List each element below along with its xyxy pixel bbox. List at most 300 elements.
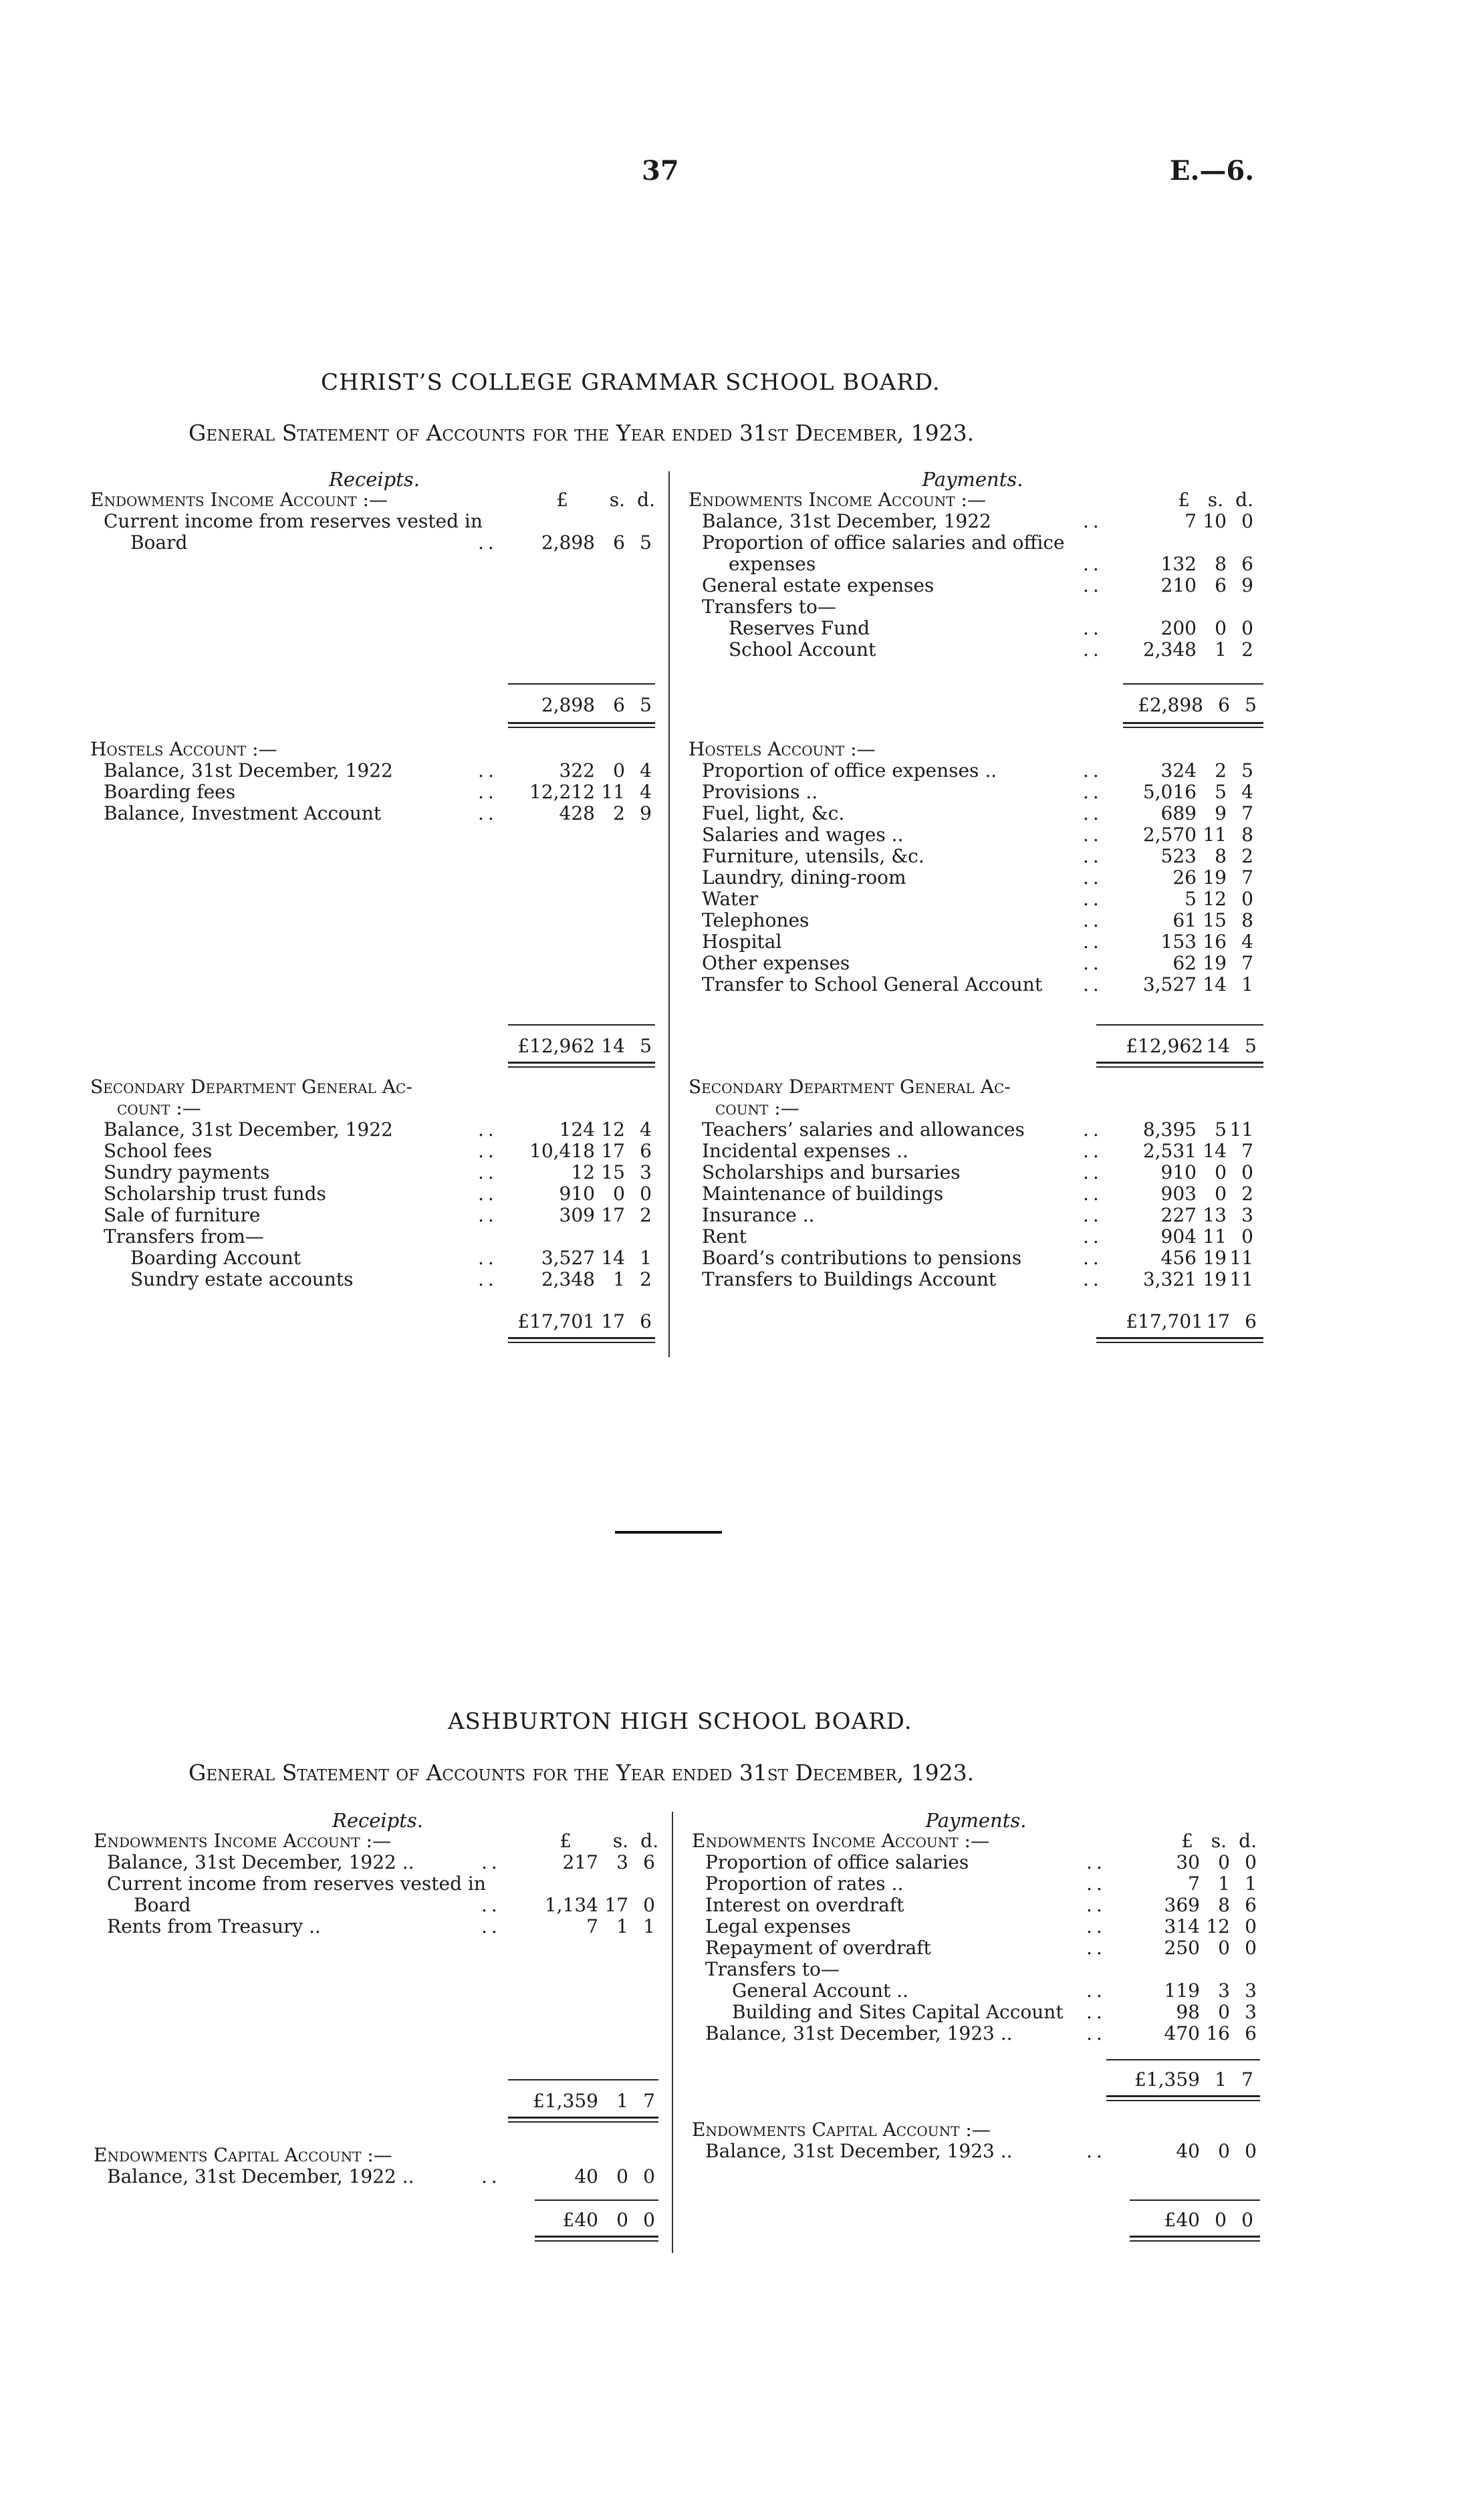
receipts-capital <box>94 2145 662 2187</box>
account-line <box>90 1183 658 1205</box>
amount-pounds: 26 <box>1172 866 1197 888</box>
leader-dots: .. <box>1083 1247 1103 1269</box>
leader-dots: .. <box>478 1183 498 1205</box>
line-label: Balance, Investment Account <box>104 802 382 824</box>
account-line <box>689 953 1257 974</box>
line-label: Scholarships and bursaries <box>702 1161 961 1183</box>
amount-pence: 1 <box>640 1247 652 1269</box>
amount-shillings: 0 <box>1215 1183 1227 1205</box>
account-line <box>692 2023 1260 2044</box>
line-label: Building and Sites Capital Account <box>732 2001 1064 2023</box>
account-line <box>692 1937 1260 1959</box>
account-line <box>692 1980 1260 2002</box>
line-label: Balance, 31st December, 1922 .. <box>107 2165 414 2187</box>
payments-hostels-total <box>1096 1035 1263 1056</box>
pence-header: d. <box>1239 1830 1257 1852</box>
payments-capital <box>692 2119 1260 2162</box>
total-pounds: £1,359 <box>533 2090 598 2112</box>
total-pounds: £12,962 <box>1126 1035 1203 1057</box>
amount-pounds: 3,321 <box>1142 1268 1197 1290</box>
line-label: Current income from reserves vested in <box>107 1873 486 1895</box>
line-label: Board’s contributions to pensions <box>702 1247 1022 1269</box>
account-line <box>90 1226 658 1247</box>
amount-pounds: 322 <box>559 759 595 782</box>
column-divider <box>672 1812 673 2253</box>
amount-pounds: 12,212 <box>529 781 595 803</box>
total-pence: 0 <box>1241 2209 1253 2231</box>
amount-pounds: 2,898 <box>541 531 595 554</box>
account-line <box>692 1916 1260 1937</box>
hostels-heading: Hostels Account :— <box>689 738 876 760</box>
line-label: Maintenance of buildings <box>702 1183 944 1205</box>
leader-dots: .. <box>1083 781 1103 803</box>
receipts-hostels-total <box>495 1035 655 1056</box>
amount-pounds: 314 <box>1164 1915 1200 1937</box>
column-divider <box>668 471 670 1357</box>
account-line <box>689 511 1257 532</box>
line-label: Transfers to— <box>705 1958 840 1980</box>
amount-shillings: 13 <box>1203 1204 1227 1226</box>
line-label: Boarding Account <box>130 1247 301 1269</box>
amount-shillings: 15 <box>1203 909 1227 931</box>
total-shillings: 17 <box>1206 1310 1230 1332</box>
shilling-header: s. <box>609 489 625 511</box>
amount-pounds: 3,527 <box>541 1247 595 1269</box>
account-line <box>689 888 1257 910</box>
amount-shillings: 14 <box>1203 1140 1227 1162</box>
line-label: Legal expenses <box>705 1915 851 1937</box>
amount-shillings: 0 <box>1218 1937 1230 1959</box>
amount-shillings: 19 <box>1203 1268 1227 1290</box>
amount-pounds: 470 <box>1164 2022 1200 2044</box>
account-line <box>94 1873 662 1895</box>
amount-pounds: 2,531 <box>1142 1140 1197 1162</box>
amount-pounds: 2,570 <box>1142 824 1197 846</box>
account-line <box>689 1269 1257 1290</box>
payments-heading: Payments. <box>925 1809 1027 1832</box>
account-line <box>94 1852 662 1873</box>
account-line <box>689 974 1257 995</box>
amount-pence: 5 <box>640 531 652 554</box>
line-label: expenses <box>729 553 816 575</box>
account-line <box>90 532 658 554</box>
leader-dots: .. <box>1083 638 1103 661</box>
leader-dots: .. <box>478 802 498 824</box>
total-pence: 6 <box>1245 1310 1257 1332</box>
leader-dots: .. <box>1083 931 1103 953</box>
account-line <box>689 1205 1257 1226</box>
line-label: Balance, 31st December, 1922 <box>104 759 393 782</box>
amount-pence: 6 <box>640 1140 652 1162</box>
amount-pounds: 903 <box>1160 1183 1197 1205</box>
total-double-rule <box>535 2236 658 2242</box>
total-double-rule <box>1096 1337 1263 1343</box>
secondary-heading: Secondary Department General Ac- <box>689 1076 1011 1098</box>
subtotal-rule <box>535 2199 658 2201</box>
line-label: Transfer to School General Account <box>702 973 1043 995</box>
amount-pounds: 324 <box>1160 759 1197 782</box>
section2-payments <box>692 1809 1260 2044</box>
account-line <box>90 1119 658 1141</box>
amount-pounds: 250 <box>1164 1937 1200 1959</box>
total-pounds: £2,898 <box>1138 694 1203 716</box>
amount-shillings: 2 <box>1215 759 1227 782</box>
account-line <box>689 1226 1257 1247</box>
subtotal-rule <box>1123 683 1263 685</box>
leader-dots: .. <box>1083 952 1103 974</box>
receipts-endowments-list <box>90 511 658 554</box>
leader-dots: .. <box>478 781 498 803</box>
amount-shillings: 12 <box>1203 888 1227 910</box>
amount-pounds: 904 <box>1160 1225 1197 1247</box>
amount-shillings: 0 <box>1215 1161 1227 1183</box>
amount-pence: 0 <box>1241 1161 1253 1183</box>
account-line <box>692 2002 1260 2023</box>
total-pence: 5 <box>640 694 652 716</box>
amount-shillings: 17 <box>601 1204 625 1226</box>
total-pounds: £1,359 <box>1134 2068 1200 2091</box>
page-reference: E.—6. <box>1170 155 1255 187</box>
payments-hostels <box>689 739 1257 995</box>
amount-pounds: 153 <box>1160 931 1197 953</box>
leader-dots: .. <box>1083 553 1103 575</box>
total-double-rule <box>508 2117 658 2123</box>
pence-header: d. <box>1235 489 1253 511</box>
total-pence: 5 <box>1245 1035 1257 1057</box>
amount-shillings: 11 <box>601 781 625 803</box>
amount-pounds: 7 <box>1188 1873 1200 1895</box>
account-line <box>692 1852 1260 1873</box>
amount-pounds: 61 <box>1172 909 1197 931</box>
amount-shillings: 1 <box>1215 638 1227 661</box>
payments-secondary-list <box>689 1119 1257 1290</box>
amount-pounds: 3,527 <box>1142 973 1197 995</box>
amount-pence: 3 <box>1245 1980 1257 2002</box>
amount-pounds: 119 <box>1164 1980 1200 2002</box>
amount-pence: 3 <box>1245 2001 1257 2023</box>
subtotal-rule <box>508 683 655 685</box>
amount-pounds: 124 <box>559 1118 595 1141</box>
leader-dots: .. <box>478 1161 498 1183</box>
amount-shillings: 19 <box>1203 952 1227 974</box>
line-label: Sundry payments <box>104 1161 270 1183</box>
account-line <box>90 1269 658 1290</box>
subtotal-rule <box>1096 1024 1263 1026</box>
total-pence: 0 <box>643 2209 655 2231</box>
subtotal-rule <box>1130 2199 1260 2201</box>
receipts-endowments-heading-row <box>94 1830 662 1852</box>
line-label: Transfers to— <box>702 596 836 618</box>
section2-subtitle: General Statement of Accounts for the Year ended 31st December, 1923. <box>189 1760 975 1786</box>
total-shillings: 14 <box>601 1035 625 1057</box>
amount-shillings: 0 <box>613 1183 625 1205</box>
leader-dots: .. <box>1083 973 1103 995</box>
total-shillings: 6 <box>613 694 625 716</box>
total-pounds: £17,701 <box>517 1310 595 1332</box>
shilling-header: s. <box>1211 1830 1227 1852</box>
line-label: Laundry, dining-room <box>702 866 906 888</box>
total-double-rule <box>1096 1062 1263 1068</box>
section2-receipts <box>94 1809 662 1937</box>
amount-shillings: 14 <box>601 1247 625 1269</box>
amount-shillings: 0 <box>1215 617 1227 639</box>
account-line <box>689 803 1257 824</box>
line-label: Teachers’ salaries and allowances <box>702 1118 1025 1141</box>
receipts-endowments-total <box>508 2090 658 2111</box>
line-label: School fees <box>104 1140 213 1162</box>
amount-pounds: 62 <box>1172 952 1197 974</box>
line-label: Hospital <box>702 931 782 953</box>
secondary-heading-cont: count :— <box>715 1097 799 1119</box>
amount-pounds: 2,348 <box>1142 638 1197 661</box>
amount-shillings: 11 <box>1203 1225 1227 1247</box>
total-pence: 5 <box>640 1035 652 1057</box>
section1-receipts <box>90 468 658 600</box>
line-label: Balance, 31st December, 1922 .. <box>107 1851 414 1873</box>
line-label: Insurance .. <box>702 1204 815 1226</box>
amount-pence: 0 <box>1241 510 1253 532</box>
account-line <box>689 824 1257 846</box>
line-label: Scholarship trust funds <box>104 1183 326 1205</box>
account-line <box>689 596 1257 618</box>
amount-shillings: 0 <box>1218 2001 1230 2023</box>
payments-endowments-list <box>692 1852 1260 2044</box>
leader-dots: .. <box>1086 2022 1106 2044</box>
receipts-hostels-list <box>90 760 658 824</box>
amount-pence: 5 <box>1241 759 1253 782</box>
pence-header: d. <box>640 1830 658 1852</box>
leader-dots: .. <box>478 1204 498 1226</box>
amount-pence: 7 <box>1241 802 1253 824</box>
amount-pounds: 8,395 <box>1142 1118 1197 1141</box>
total-pence: 6 <box>640 1310 652 1332</box>
payments-heading: Payments. <box>922 468 1023 491</box>
payments-secondary-total <box>1096 1310 1263 1332</box>
amount-shillings: 9 <box>1215 802 1227 824</box>
amount-pence: 7 <box>1241 952 1253 974</box>
total-pence: 7 <box>1241 2068 1253 2091</box>
amount-pounds: 689 <box>1160 802 1197 824</box>
amount-shillings: 17 <box>601 1140 625 1162</box>
amount-pounds: 910 <box>559 1183 595 1205</box>
leader-dots: .. <box>478 1268 498 1290</box>
line-label: Fuel, light, &c. <box>702 802 845 824</box>
amount-pence: 0 <box>643 1894 655 1916</box>
total-double-rule <box>1106 2095 1260 2101</box>
amount-pence: 4 <box>640 1118 652 1141</box>
leader-dots: .. <box>1083 845 1103 867</box>
amount-pence: 0 <box>1241 1225 1253 1247</box>
subtotal-rule <box>508 1024 655 1026</box>
line-label: General Account .. <box>732 1980 908 2002</box>
receipts-heading: Receipts. <box>332 1809 423 1832</box>
amount-pence: 6 <box>1245 1894 1257 1916</box>
account-line <box>692 1959 1260 1980</box>
pound-header: £ <box>556 489 568 511</box>
page-number: 37 <box>642 155 679 187</box>
total-shillings: 0 <box>616 2209 628 2231</box>
amount-pence: 0 <box>1241 617 1253 639</box>
total-pounds: £17,701 <box>1126 1310 1203 1332</box>
line-label: Balance, 31st December, 1923 .. <box>705 2140 1013 2162</box>
account-line <box>689 867 1257 888</box>
amount-shillings: 12 <box>601 1118 625 1141</box>
amount-pounds: 40 <box>574 2165 598 2187</box>
account-line <box>689 931 1257 953</box>
total-pence: 5 <box>1245 694 1257 716</box>
leader-dots: .. <box>1086 1915 1106 1937</box>
leader-dots: .. <box>1083 1268 1103 1290</box>
account-line <box>94 1916 662 1937</box>
amount-pence: 4 <box>1241 931 1253 953</box>
amount-pounds: 98 <box>1176 2001 1200 2023</box>
amount-pounds: 7 <box>586 1915 598 1937</box>
receipts-heading: Receipts. <box>329 468 420 491</box>
account-line <box>90 1162 658 1183</box>
payments-endowments-total <box>1106 2068 1260 2090</box>
amount-pounds: 910 <box>1160 1161 1197 1183</box>
amount-pounds: 2,348 <box>541 1268 595 1290</box>
amount-pence: 1 <box>1241 973 1253 995</box>
line-label: Transfers to Buildings Account <box>702 1268 997 1290</box>
account-line <box>90 803 658 824</box>
account-line <box>689 846 1257 867</box>
leader-dots: .. <box>481 1894 501 1916</box>
line-label: Interest on overdraft <box>705 1894 904 1916</box>
amount-shillings: 6 <box>613 531 625 554</box>
total-pounds: 2,898 <box>541 694 595 716</box>
total-double-rule <box>1123 722 1263 728</box>
account-line <box>90 760 658 782</box>
line-label: Incidental expenses .. <box>702 1140 908 1162</box>
total-shillings: 1 <box>616 2090 628 2112</box>
amount-pence: 2 <box>1241 845 1253 867</box>
account-line <box>692 1895 1260 1916</box>
amount-shillings: 5 <box>1215 1118 1227 1141</box>
line-label: Other expenses <box>702 952 850 974</box>
leader-dots: .. <box>1086 1851 1106 1873</box>
amount-shillings: 1 <box>1218 1873 1230 1895</box>
amount-pence: 0 <box>1245 1851 1257 1873</box>
line-label: Repayment of overdraft <box>705 1937 931 1959</box>
line-label: Telephones <box>702 909 810 931</box>
leader-dots: .. <box>1086 1873 1106 1895</box>
amount-pounds: 456 <box>1160 1247 1197 1269</box>
payments-endowments-heading-row <box>692 1830 1260 1852</box>
hostels-heading: Hostels Account :— <box>90 738 277 760</box>
amount-pence: 9 <box>1241 574 1253 596</box>
subtotal-rule <box>508 2079 658 2080</box>
receipts-endowments-heading-row <box>90 489 658 511</box>
amount-pounds: 200 <box>1160 617 1197 639</box>
payments-endowments-heading: Endowments Income Account :— <box>689 489 986 511</box>
amount-pence: 2 <box>640 1204 652 1226</box>
amount-pence: 2 <box>1241 1183 1253 1205</box>
line-label: Transfers from— <box>104 1225 264 1247</box>
amount-shillings: 8 <box>1215 845 1227 867</box>
leader-dots: .. <box>1083 824 1103 846</box>
amount-shillings: 3 <box>1218 1980 1230 2002</box>
amount-pence: 0 <box>640 1183 652 1205</box>
payments-endowments-total <box>1123 694 1263 715</box>
account-line <box>689 760 1257 782</box>
amount-pence: 3 <box>640 1161 652 1183</box>
line-label: Balance, 31st December, 1923 .. <box>705 2022 1013 2044</box>
amount-shillings: 2 <box>613 802 625 824</box>
line-label: Balance, 31st December, 1922 <box>104 1118 393 1141</box>
amount-shillings: 0 <box>1218 2140 1230 2162</box>
account-line <box>689 1183 1257 1205</box>
leader-dots: .. <box>1083 802 1103 824</box>
capital-heading: Endowments Capital Account :— <box>692 2119 991 2141</box>
section2-title: ASHBURTON HIGH SCHOOL BOARD. <box>448 1708 912 1735</box>
amount-shillings: 0 <box>616 2165 628 2187</box>
payments-endowments-heading: Endowments Income Account :— <box>692 1830 989 1852</box>
line-label: Water <box>702 888 759 910</box>
leader-dots: .. <box>1086 2001 1106 2023</box>
amount-shillings: 10 <box>1203 510 1227 532</box>
leader-dots: .. <box>1083 1183 1103 1205</box>
secondary-heading: Secondary Department General Ac- <box>90 1076 412 1098</box>
leader-dots: .. <box>1083 1161 1103 1183</box>
amount-pence: 0 <box>1245 1915 1257 1937</box>
total-double-rule <box>508 1062 655 1068</box>
amount-pence: 8 <box>1241 909 1253 931</box>
pound-header: £ <box>560 1830 572 1852</box>
total-pounds: £40 <box>1164 2209 1200 2231</box>
line-label: Balance, 31st December, 1922 <box>702 510 991 532</box>
amount-pounds: 10,418 <box>529 1140 595 1162</box>
amount-shillings: 0 <box>1218 1851 1230 1873</box>
amount-pence: 1 <box>643 1915 655 1937</box>
payments-secondary <box>689 1076 1257 1290</box>
account-line <box>94 1895 662 1916</box>
receipts-endowments-heading: Endowments Income Account :— <box>94 1830 391 1852</box>
line-label: Boarding fees <box>104 781 236 803</box>
amount-pence: 0 <box>1245 1937 1257 1959</box>
leader-dots: .. <box>1086 1894 1106 1916</box>
receipts-hostels <box>90 739 658 824</box>
receipts-endowments-list <box>94 1852 662 1937</box>
leader-dots: .. <box>1083 1140 1103 1162</box>
amount-pence: 6 <box>1241 553 1253 575</box>
amount-shillings: 8 <box>1215 553 1227 575</box>
amount-shillings: 16 <box>1206 2022 1230 2044</box>
account-line <box>90 511 658 532</box>
total-shillings: 6 <box>1218 694 1230 716</box>
amount-pence: 11 <box>1229 1118 1253 1141</box>
amount-shillings: 19 <box>1203 1247 1227 1269</box>
pence-header: d. <box>637 489 655 511</box>
account-line <box>689 1141 1257 1162</box>
total-shillings: 1 <box>1215 2068 1227 2091</box>
leader-dots: .. <box>1083 759 1103 782</box>
amount-pounds: 369 <box>1164 1894 1200 1916</box>
account-line <box>692 2141 1260 2162</box>
total-pounds: £12,962 <box>517 1035 595 1057</box>
payments-capital-total <box>1130 2209 1260 2230</box>
line-label: Sale of furniture <box>104 1204 261 1226</box>
account-line <box>689 910 1257 931</box>
total-pounds: £40 <box>562 2209 598 2231</box>
shilling-header: s. <box>1207 489 1223 511</box>
line-label: General estate expenses <box>702 574 935 596</box>
amount-shillings: 1 <box>613 1268 625 1290</box>
total-double-rule <box>508 722 655 728</box>
leader-dots: .. <box>1083 1118 1103 1141</box>
amount-shillings: 3 <box>616 1851 628 1873</box>
amount-pounds: 1,134 <box>544 1894 598 1916</box>
